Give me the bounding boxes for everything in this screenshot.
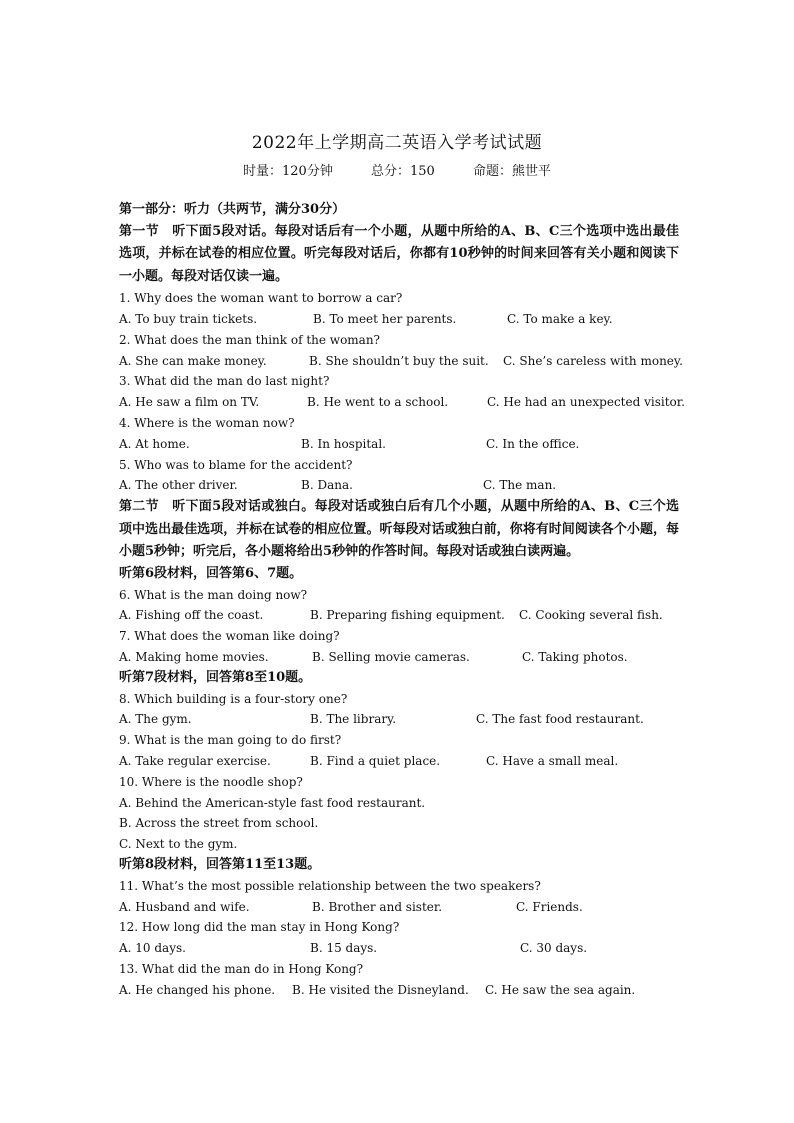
option-a: A. She can make money.	[119, 353, 267, 368]
question-8: 8. Which building is a four-story one?	[119, 691, 348, 706]
options-6	[119, 605, 679, 626]
total-score: 总分：150	[370, 164, 435, 179]
option-b: B. She shouldn’t buy the suit.	[309, 353, 489, 368]
options-7	[119, 647, 679, 668]
options-13	[119, 980, 679, 1001]
question-6: 6. What is the man doing now?	[119, 587, 308, 602]
option-c: C. Have a small meal.	[486, 753, 619, 768]
page-title: 2022年上学期高二英语入学考试试题	[251, 133, 543, 153]
option-c: C. Next to the gym.	[119, 837, 238, 852]
question-12: 12. How long did the man stay in Hong Kong?	[119, 920, 400, 935]
option-c: C. In the office.	[486, 436, 580, 451]
options-3	[119, 392, 685, 413]
question-3: 3. What did the man do last night?	[119, 374, 330, 389]
option-a: A. Making home movies.	[119, 649, 269, 664]
question-1: 1. Why does the woman want to borrow a car?	[119, 291, 403, 306]
option-b: B. Brother and sister.	[312, 899, 443, 914]
section2-instructions: 第二节 听下面5段对话或独白。每段对话或独白后有几个小题，从题中所给的A、B、C三个选项中选出最佳选项，并标在试卷的相应位置。听每段对话或独白前，你将有时间阅读各个小题，每小题5秒钟；听完后，各小题将给出5秒钟的作答时间。每段对话或独白读两遍。	[119, 499, 679, 560]
option-c: C. To make a key.	[507, 312, 613, 327]
options-2	[119, 351, 683, 372]
option-c: C. Taking photos.	[522, 649, 628, 664]
option-c: C. 30 days.	[520, 941, 588, 956]
option-a: A. He saw a film on TV.	[119, 395, 260, 410]
option-b: B. Preparing fishing equipment.	[310, 608, 505, 623]
option-a: A. The other driver.	[119, 478, 238, 493]
option-c: C. Friends.	[516, 899, 583, 914]
option-c: C. Cooking several fish.	[519, 608, 663, 623]
question-5: 5. Who was to blame for the accident?	[119, 457, 353, 472]
option-b: B. Selling movie cameras.	[312, 649, 470, 664]
option-b: B. He visited the Disneyland.	[292, 982, 469, 997]
option-b: B. He went to a school.	[307, 395, 449, 410]
option-b: B. In hospital.	[301, 436, 386, 451]
question-2: 2. What does the man think of the woman?	[119, 332, 380, 347]
section1-instructions: 第一节 听下面5段对话。每段对话后有一个小题，从题中所给的A、B、C三个选项中选出最佳选项，并标在试卷的相应位置。听完每段对话后，你都有10秒钟的时间来回答有关小题和阅读下一小题。每段对话仅读一遍。	[119, 223, 679, 284]
option-a: A. At home.	[119, 436, 190, 451]
options-4	[119, 434, 679, 455]
option-a: A. He changed his phone.	[119, 982, 276, 997]
material-8-heading: 听第8段材料，回答第11至13题。	[119, 856, 321, 872]
option-a: A. 10 days.	[119, 941, 186, 956]
options-1	[119, 309, 679, 330]
options-9	[119, 751, 679, 772]
options-8	[119, 709, 679, 730]
option-a: A. Husband and wife.	[119, 899, 250, 914]
material-7-heading: 听第7段材料，回答第8至10题。	[119, 669, 312, 685]
options-5	[119, 475, 679, 496]
option-c: C. The man.	[483, 478, 557, 493]
option-b: B. To meet her parents.	[313, 312, 457, 327]
option-c: C. She’s careless with money.	[503, 353, 683, 368]
option-b: B. Dana.	[301, 478, 353, 493]
exam-meta	[0, 160, 794, 179]
option-c: C. He saw the sea again.	[485, 982, 636, 997]
option-a: A. To buy train tickets.	[119, 312, 258, 327]
question-10: 10. Where is the noodle shop?	[119, 774, 303, 789]
option-a: A. The gym.	[119, 712, 192, 727]
option-b: B. Across the street from school.	[119, 816, 319, 831]
option-a: A. Behind the American-style fast food restaurant.	[119, 795, 426, 810]
question-7: 7. What does the woman like doing?	[119, 629, 340, 644]
material-6-heading: 听第6段材料，回答第6、7题。	[119, 565, 303, 581]
options-12	[119, 938, 679, 959]
options-11	[119, 897, 679, 918]
question-4: 4. Where is the woman now?	[119, 416, 295, 431]
question-11: 11. What’s the most possible relationship between the two speakers?	[119, 878, 541, 893]
option-b: B. 15 days.	[310, 941, 378, 956]
question-13: 13. What did the man do in Hong Kong?	[119, 961, 364, 976]
exam-content	[119, 200, 685, 1001]
part1-heading: 第一部分：听力（共两节，满分30分）	[119, 202, 346, 217]
option-c: C. He had an unexpected visitor.	[487, 395, 685, 410]
option-b: B. Find a quiet place.	[310, 753, 441, 768]
option-b: B. The library.	[310, 712, 397, 727]
time-limit: 时量：120分钟	[243, 164, 333, 179]
question-9: 9. What is the man going to do first?	[119, 733, 342, 748]
author: 命题：熊世平	[472, 164, 551, 179]
option-a: A. Fishing off the coast.	[119, 608, 264, 623]
option-c: C. The fast food restaurant.	[476, 712, 644, 727]
option-a: A. Take regular exercise.	[119, 753, 271, 768]
